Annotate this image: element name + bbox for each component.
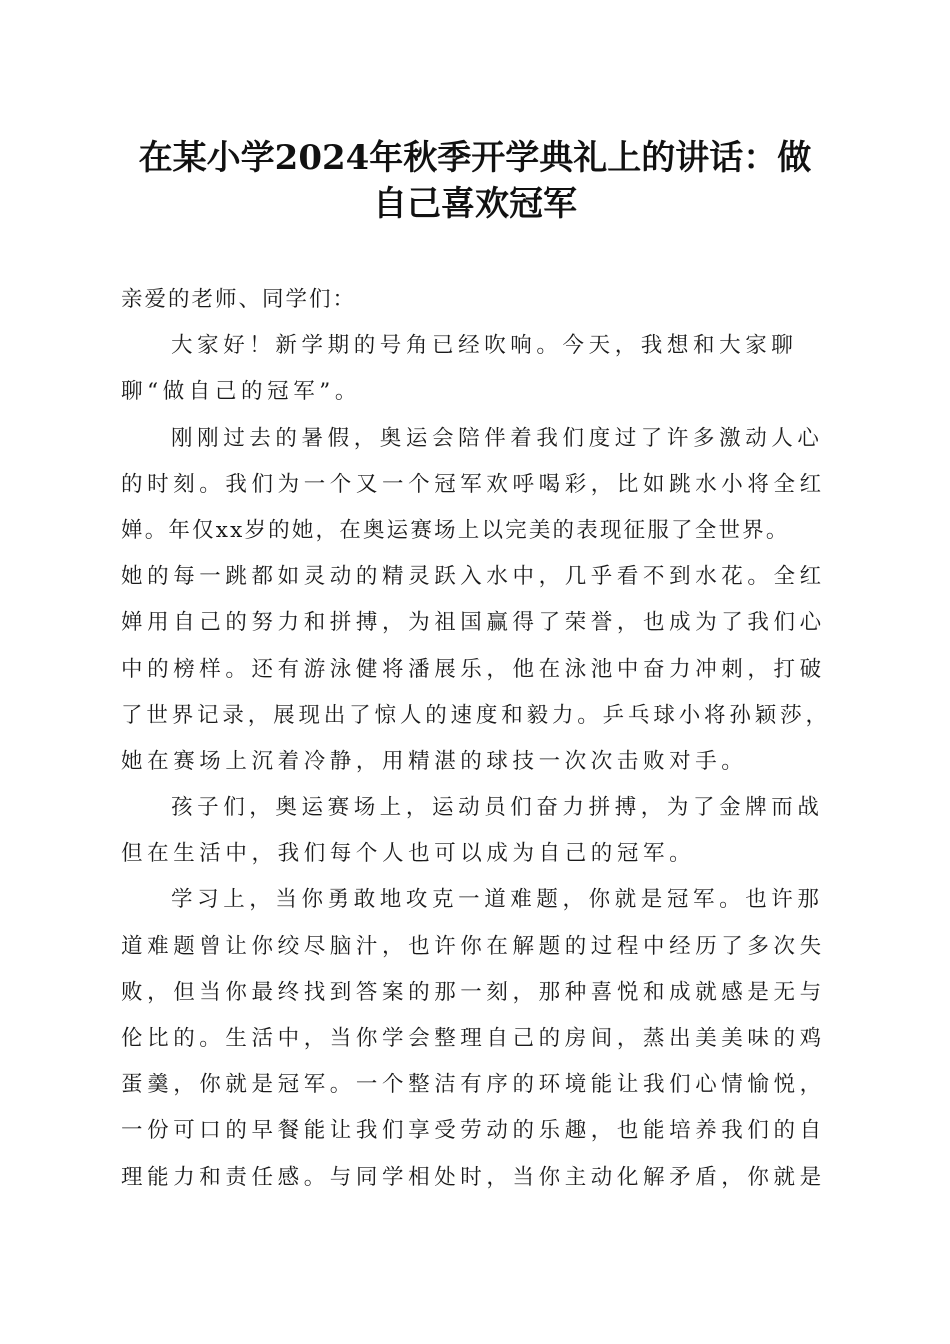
title-line: 自己喜欢冠军 bbox=[373, 184, 577, 224]
text-line: 刚刚过去的暑假，奥运会陪伴着我们度过了许多激动人心 bbox=[171, 425, 824, 451]
text-line: 她的每一跳都如灵动的精灵跃入水中，几乎看不到水花。全红 bbox=[121, 564, 826, 590]
document-body bbox=[121, 277, 831, 1201]
text-line: 败，但当你最终找到答案的那一刻，那种喜悦和成就感是无与 bbox=[121, 979, 826, 1005]
text-line: 学习上，当你勇敢地攻克一道难题，你就是冠军。也许那 bbox=[171, 887, 824, 913]
text-line: 婵用自己的努力和拼搏，为祖国赢得了荣誉，也成为了我们心 bbox=[121, 610, 826, 636]
text-line: 中的榜样。还有游泳健将潘展乐，他在泳池中奋力冲刺，打破 bbox=[121, 656, 826, 682]
text-line: 了世界记录，展现出了惊人的速度和毅力。乒乓球小将孙颖莎， bbox=[121, 702, 831, 728]
text-line: 她在赛场上沉着冷静，用精湛的球技一次次击败对手。 bbox=[121, 748, 748, 774]
text-line: 孩子们，奥运赛场上，运动员们奋力拼搏，为了金牌而战 bbox=[171, 795, 824, 821]
text-line: 大家好！新学期的号角已经吹响。今天，我想和大家聊 bbox=[171, 333, 798, 359]
text-line: 但在生活中，我们每个人也可以成为自己的冠军。 bbox=[121, 841, 696, 867]
text-line: 伦比的。生活中，当你学会整理自己的房间，蒸出美美味的鸡 bbox=[121, 1026, 826, 1051]
text-line: 聊“做自己的冠军”。 bbox=[121, 379, 361, 405]
title-line: 在某小学2024年秋季开学典礼上的讲话：做 bbox=[138, 138, 812, 178]
document-title bbox=[120, 135, 830, 227]
text-line: 蛋羹，你就是冠军。一个整洁有序的环境能让我们心情愉悦， bbox=[121, 1072, 826, 1098]
text-line: 理能力和责任感。与同学相处时，当你主动化解矛盾，你就是 bbox=[121, 1164, 826, 1190]
text-line: 的时刻。我们为一个又一个冠军欢呼喝彩，比如跳水小将全红 bbox=[121, 471, 826, 497]
text-line: 道难题曾让你绞尽脑汁，也许你在解题的过程中经历了多次失 bbox=[121, 933, 826, 959]
salutation: 亲爱的老师、同学们： bbox=[121, 287, 357, 312]
text-line: 婵。年仅xx岁的她，在奥运赛场上以完美的表现征服了全世界。 bbox=[121, 517, 790, 543]
text-line: 一份可口的早餐能让我们享受劳动的乐趣，也能培养我们的自 bbox=[121, 1118, 826, 1144]
